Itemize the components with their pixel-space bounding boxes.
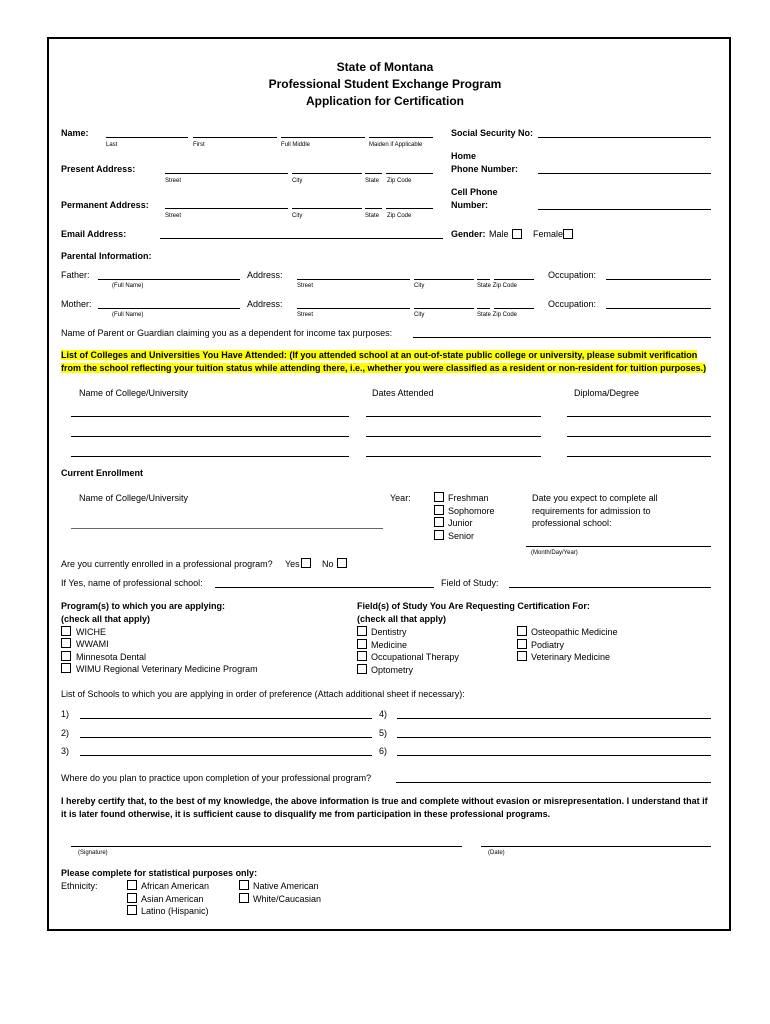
name-label: Name:	[61, 128, 89, 138]
occupational-therapy-checkbox[interactable]	[357, 651, 367, 661]
permanent-state-field[interactable]	[365, 208, 382, 209]
mother-occupation-field[interactable]	[606, 308, 711, 309]
mother-city-field[interactable]	[414, 308, 474, 309]
cell-phone-label-2: Number:	[451, 200, 489, 210]
maiden-name-field[interactable]	[369, 137, 433, 138]
native-american-checkbox[interactable]	[239, 880, 249, 890]
college-1-dates-field[interactable]	[366, 416, 541, 417]
present-city-field[interactable]	[292, 173, 362, 174]
dentistry-checkbox[interactable]	[357, 626, 367, 636]
osteopathic-checkbox[interactable]	[517, 626, 527, 636]
enrolled-yes-checkbox[interactable]	[301, 558, 311, 568]
female-checkbox[interactable]	[563, 229, 573, 239]
schools-list-label: List of Schools to which you are applying in order of preference (Attach additional sheet if necessary):	[61, 689, 465, 699]
school-6-number: 6)	[379, 746, 388, 756]
college-name-header: Name of College/University	[79, 388, 189, 398]
parental-heading: Parental Information:	[61, 251, 152, 261]
veterinary-label: Veterinary Medicine	[531, 652, 611, 662]
diploma-header: Diploma/Degree	[574, 388, 640, 398]
mother-occupation-label: Occupation:	[548, 299, 597, 309]
college-3-dates-field[interactable]	[366, 456, 541, 457]
father-occupation-field[interactable]	[606, 279, 711, 280]
full-name-sublabel: (Full Name)	[112, 283, 144, 289]
college-3-name-field[interactable]	[71, 456, 349, 457]
freshman-checkbox[interactable]	[434, 492, 444, 502]
wwami-label: WWAMI	[76, 639, 109, 649]
dentistry-label: Dentistry	[371, 627, 407, 637]
medicine-label: Medicine	[371, 640, 408, 650]
college-2-dates-field[interactable]	[366, 436, 541, 437]
middle-name-field[interactable]	[281, 137, 365, 138]
school-1-field[interactable]	[80, 718, 372, 719]
sophomore-checkbox[interactable]	[434, 505, 444, 515]
enrollment-college-field[interactable]	[71, 528, 383, 529]
yes-label: Yes	[285, 559, 300, 569]
minnesota-dental-label: Minnesota Dental	[76, 652, 147, 662]
email-label: Email Address:	[61, 229, 127, 239]
college-1-diploma-field[interactable]	[567, 416, 711, 417]
father-label: Father:	[61, 270, 90, 280]
street-sublabel: Street	[165, 178, 182, 184]
osteopathic-label: Osteopathic Medicine	[531, 627, 618, 637]
father-city-field[interactable]	[414, 279, 474, 280]
practice-question: Where do you plan to practice upon completion of your professional program?	[61, 773, 372, 783]
enrolled-question: Are you currently enrolled in a professional program?	[61, 559, 273, 569]
year-label: Year:	[390, 493, 411, 503]
present-address-label: Present Address:	[61, 164, 136, 174]
college-2-diploma-field[interactable]	[567, 436, 711, 437]
college-2-name-field[interactable]	[71, 436, 349, 437]
wimu-label: WIMU Regional Veterinary Medicine Program	[76, 664, 258, 674]
veterinary-checkbox[interactable]	[517, 651, 527, 661]
enrolled-no-checkbox[interactable]	[337, 558, 347, 568]
email-field[interactable]	[160, 238, 443, 239]
dates-attended-header: Dates Attended	[372, 388, 434, 398]
sophomore-label: Sophomore	[448, 506, 495, 516]
father-occupation-label: Occupation:	[548, 270, 597, 280]
first-name-field[interactable]	[193, 137, 277, 138]
fields-heading: Field(s) of Study You Are Requesting Certification For:	[357, 601, 590, 611]
city-sublabel: City	[292, 178, 303, 184]
practice-field[interactable]	[396, 782, 711, 783]
current-enrollment-heading: Current Enrollment	[61, 468, 144, 478]
date-sublabel: (Month/Day/Year)	[531, 550, 578, 556]
field-of-study-field[interactable]	[509, 587, 711, 588]
mother-zip-field[interactable]	[494, 308, 534, 309]
wiche-label: WICHE	[76, 627, 106, 637]
latino-label: Latino (Hispanic)	[141, 906, 209, 916]
school-3-number: 3)	[61, 746, 70, 756]
last-name-field[interactable]	[106, 137, 188, 138]
white-caucasian-label: White/Caucasian	[253, 894, 322, 904]
occupational-therapy-label: Occupational Therapy	[371, 652, 459, 662]
male-checkbox[interactable]	[512, 229, 522, 239]
wiche-checkbox[interactable]	[61, 626, 71, 636]
fields-subheading: (check all that apply)	[357, 614, 447, 624]
optometry-label: Optometry	[371, 665, 414, 675]
completion-date-text-3: professional school:	[532, 518, 612, 528]
form-title-program: Professional Student Exchange Program	[268, 77, 502, 91]
mother-name-field[interactable]	[98, 308, 240, 309]
field-of-study-label: Field of Study:	[441, 578, 499, 588]
school-1-number: 1)	[61, 709, 70, 719]
white-caucasian-checkbox[interactable]	[239, 893, 249, 903]
optometry-checkbox[interactable]	[357, 664, 367, 674]
wimu-checkbox[interactable]	[61, 663, 71, 673]
school-3-field[interactable]	[80, 755, 372, 756]
city-sublabel: City	[414, 312, 425, 318]
stats-heading: Please complete for statistical purposes only:	[61, 868, 258, 878]
permanent-address-label: Permanent Address:	[61, 200, 149, 210]
father-address-label: Address:	[247, 270, 283, 280]
certify-line-2: it is later found otherwise, it is sufficient cause to disqualify me from participation in these professional programs.	[61, 809, 551, 819]
present-street-field[interactable]	[165, 173, 288, 174]
signature-field[interactable]	[71, 846, 462, 847]
programs-heading: Program(s) to which you are applying:	[61, 601, 226, 611]
zip-sublabel: Zip Code	[387, 213, 412, 219]
certify-line-1: I hereby certify that, to the best of my knowledge, the above information is true and complete without evasion or misrepresentation. I understand that if	[61, 796, 708, 806]
home-phone-label-1: Home	[451, 151, 477, 161]
last-sublabel: Last	[106, 142, 118, 148]
wwami-checkbox[interactable]	[61, 638, 71, 648]
permanent-street-field[interactable]	[165, 208, 288, 209]
street-sublabel: Street	[165, 213, 182, 219]
colleges-notice-line-2: from the school reflecting your tuition status while attending there, i.e., whether you were classified as a resident or non-resident for tuition purposes.)	[61, 363, 707, 373]
first-sublabel: First	[193, 142, 205, 148]
podiatry-checkbox[interactable]	[517, 639, 527, 649]
enrollment-college-label: Name of College/University	[79, 493, 189, 503]
maiden-sublabel: Maiden if Applicable	[369, 142, 423, 148]
street-sublabel: Street	[297, 312, 314, 318]
father-state-field[interactable]	[477, 279, 490, 280]
school-2-field[interactable]	[80, 737, 372, 738]
senior-checkbox[interactable]	[434, 530, 444, 540]
podiatry-label: Podiatry	[531, 640, 565, 650]
latino-checkbox[interactable]	[127, 905, 137, 915]
father-street-field[interactable]	[297, 279, 410, 280]
college-3-diploma-field[interactable]	[567, 456, 711, 457]
home-phone-label-2: Phone Number:	[451, 164, 519, 174]
female-label: Female	[533, 229, 564, 239]
school-4-field[interactable]	[397, 718, 711, 719]
junior-label: Junior	[448, 518, 473, 528]
full-name-sublabel: (Full Name)	[112, 312, 144, 318]
no-label: No	[322, 559, 334, 569]
father-name-field[interactable]	[98, 279, 240, 280]
mother-state-field[interactable]	[477, 308, 490, 309]
programs-subheading: (check all that apply)	[61, 614, 151, 624]
completion-date-text-1: Date you expect to complete all	[532, 493, 658, 503]
minnesota-dental-checkbox[interactable]	[61, 651, 71, 661]
middle-sublabel: Full Middle	[281, 142, 311, 148]
state-sublabel: State	[365, 213, 380, 219]
completion-date-field[interactable]	[526, 546, 711, 547]
date-field[interactable]	[481, 846, 711, 847]
colleges-notice-line-1: List of Colleges and Universities You Have Attended: (If you attended school at an out-of-state public college or university, please submit verification	[61, 350, 698, 360]
mother-address-label: Address:	[247, 299, 283, 309]
gender-label: Gender:	[451, 229, 486, 239]
asian-american-checkbox[interactable]	[127, 893, 137, 903]
professional-school-label: If Yes, name of professional school:	[61, 578, 203, 588]
city-sublabel: City	[414, 283, 425, 289]
mother-label: Mother:	[61, 299, 92, 309]
native-american-label: Native American	[253, 881, 319, 891]
date-sublabel: (Date)	[488, 850, 505, 856]
form-title-state: State of Montana	[336, 60, 434, 74]
asian-american-label: Asian American	[141, 894, 204, 904]
school-5-number: 5)	[379, 728, 388, 738]
junior-checkbox[interactable]	[434, 517, 444, 527]
cell-phone-label-1: Cell Phone	[451, 187, 498, 197]
state-zip-sublabel: State Zip Code	[477, 312, 518, 318]
father-zip-field[interactable]	[494, 279, 534, 280]
signature-sublabel: (Signature)	[78, 850, 108, 856]
completion-date-text-2: requirements for admission to	[532, 506, 651, 516]
african-american-label: African American	[141, 881, 210, 891]
state-zip-sublabel: State Zip Code	[477, 283, 518, 289]
home-phone-field[interactable]	[538, 173, 711, 174]
ssn-field[interactable]	[538, 137, 711, 138]
present-zip-field[interactable]	[386, 173, 433, 174]
form-title-application: Application for Certification	[305, 94, 464, 108]
city-sublabel: City	[292, 213, 303, 219]
cell-phone-field[interactable]	[538, 209, 711, 210]
street-sublabel: Street	[297, 283, 314, 289]
school-6-field[interactable]	[397, 755, 711, 756]
school-5-field[interactable]	[397, 737, 711, 738]
permanent-city-field[interactable]	[292, 208, 362, 209]
medicine-checkbox[interactable]	[357, 639, 367, 649]
college-1-name-field[interactable]	[71, 416, 349, 417]
guardian-label: Name of Parent or Guardian claiming you as a dependent for income tax purposes:	[61, 328, 393, 338]
guardian-field[interactable]	[413, 337, 711, 338]
senior-label: Senior	[448, 531, 475, 541]
state-sublabel: State	[365, 178, 380, 184]
ethnicity-label: Ethnicity:	[61, 881, 98, 891]
school-2-number: 2)	[61, 728, 70, 738]
male-label: Male	[489, 229, 509, 239]
professional-school-field[interactable]	[215, 587, 434, 588]
mother-street-field[interactable]	[297, 308, 410, 309]
school-4-number: 4)	[379, 709, 388, 719]
present-state-field[interactable]	[365, 173, 382, 174]
ssn-label: Social Security No:	[451, 128, 534, 138]
permanent-zip-field[interactable]	[386, 208, 433, 209]
freshman-label: Freshman	[448, 493, 489, 503]
african-american-checkbox[interactable]	[127, 880, 137, 890]
zip-sublabel: Zip Code	[387, 178, 412, 184]
